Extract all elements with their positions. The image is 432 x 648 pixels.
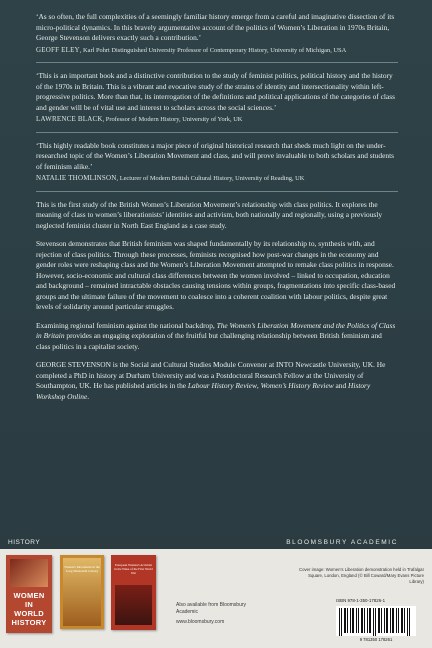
cover-text xyxy=(36,12,398,410)
barcode-number: 9 781350 178261 xyxy=(359,637,393,642)
endorsement-3 xyxy=(36,141,398,184)
text-run: and xyxy=(333,381,349,390)
subject-label: HISTORY xyxy=(8,539,41,546)
divider xyxy=(36,191,398,192)
cover-image-credit: Cover image: Women’s Liberation demonstration held in Trafalgar Square, London, England (© Bill Coward/Mary Evans Picture Library) xyxy=(299,567,424,584)
subject-bar xyxy=(0,537,432,549)
endorsement-attribution xyxy=(36,46,398,56)
endorsement-attribution xyxy=(36,115,398,125)
related-book-cover xyxy=(111,555,156,630)
divider xyxy=(36,132,398,133)
divider xyxy=(36,62,398,63)
book-cover-image xyxy=(10,559,48,587)
publisher-label: BLOOMSBURY ACADEMIC xyxy=(286,539,398,546)
related-book-cover xyxy=(60,555,104,629)
endorsement-quote: ‘This highly readable book constitutes a major piece of original historical research that sheds much light on the under-researched topic of the Women’s Liberation Movement and class, and will prove invaluable to both scholars and students of feminism alike.’ xyxy=(36,140,395,171)
related-book-cover xyxy=(6,555,52,633)
endorsement-quote: ‘As so often, the full complexities of a seemingly familiar history emerge from a careful and imaginative dissection of its micro-political dynamics. In this bravely argumentative account of the politics of Women’s Liberation in 1970s Britain, George Stevenson delivers exactly such a contribution.’ xyxy=(36,12,395,42)
text-run: . xyxy=(87,391,90,401)
book-cover-title: European Women's Activism in the Wake of the First World War xyxy=(114,563,153,575)
endorser-name: NATALIE THOMLINSON xyxy=(36,174,117,182)
author-bio xyxy=(36,360,398,402)
text-run: Examining regional feminism against the national backdrop, xyxy=(36,320,217,330)
endorser-name: LAWRENCE BLACK xyxy=(36,115,103,123)
also-available-text: Also available from Bloomsbury Academic xyxy=(176,602,247,615)
endorser-role: , Karl Pohrt Distinguished University Professor of Contemporary History, University of Michigan, USA xyxy=(79,46,347,54)
journal-title: History Workshop Online xyxy=(36,381,371,401)
isbn-label: ISBN 978-1-350-17826-1 xyxy=(336,598,386,603)
text-run: GEORGE STEVENSON is the Social and Cultural Studies Module Convenor at INTO Newcastle University, UK. He completed a PhD in history at Durham University and was a Postdoctoral Research Fellow at the University of Southampton, UK. He has published articles in the xyxy=(36,360,386,390)
barcode-bars xyxy=(336,606,416,636)
text-run: provides an engaging exploration of the fruitful but challenging relationship between British feminism and class politics in a capitalist society. xyxy=(36,331,382,351)
book-title-italic: The Women’s Liberation Movement and the Politics of Class in Britain xyxy=(36,320,396,340)
blurb xyxy=(36,200,398,403)
blurb-paragraph xyxy=(36,321,398,353)
endorser-role: , Lecturer of Modern British Cultural History, University of Reading, UK xyxy=(116,175,305,182)
journal-title: Women’s History Review xyxy=(260,381,334,390)
endorsement-1 xyxy=(36,12,398,55)
blurb-paragraph: This is the first study of the British Women’s Liberation Movement’s relationship with class politics. It explores the meaning of class to women’s liberationists’ identities and activism, both nationally and regionally, using a previously neglected feminist cluster in North East England as a case study. xyxy=(36,199,383,230)
journal-title: Labour History Review xyxy=(187,381,257,390)
barcode xyxy=(336,606,416,636)
also-available xyxy=(176,602,266,626)
endorsement-attribution xyxy=(36,174,398,184)
book-cover-image xyxy=(115,585,152,625)
endorsement-2 xyxy=(36,71,398,125)
text-run: , xyxy=(256,381,261,390)
book-cover-title: WOMEN IN WORLD HISTORY xyxy=(11,591,47,627)
endorsement-quote: ‘This is an important book and a distinctive contribution to the study of feminist politics, political history and the history of the 1970s in Britain. This is a vibrant and evocative study of the strains of identity and intersectionality within left-progressive politics. More than that, its interrogation of the definitions and political applications of the categories of class and gender will be of vital use and interest to scholars across the social sciences.’ xyxy=(36,71,395,112)
endorser-name: GEOFF ELEY xyxy=(36,45,80,54)
book-cover-title: Women's Movements in the Long Nineteenth Century xyxy=(64,565,100,573)
publisher-website[interactable]: www.bloomsbury.com xyxy=(176,619,225,625)
endorser-role: , Professor of Modern History, University of York, UK xyxy=(102,116,243,123)
blurb-paragraph: Stevenson demonstrates that British feminism was shaped fundamentally by its relationship to, synthesis with, and rejection of class politics. Through these processes, feminists recognised how post-war changes in the economy and gender roles were reshaping class and the Women’s Liberation Movement attempted to remake class politics in response. However, socio-economic and cultural class differences between the women involved – linked to occupation, education and background – remained intractable obstacles causing tensions within groups, fragmentations into specific class-based groups and the ultimate failure of the movement to coalesce into a coherent coalition with labour politics, despite great levels of solidarity around particular struggles. xyxy=(36,239,396,311)
